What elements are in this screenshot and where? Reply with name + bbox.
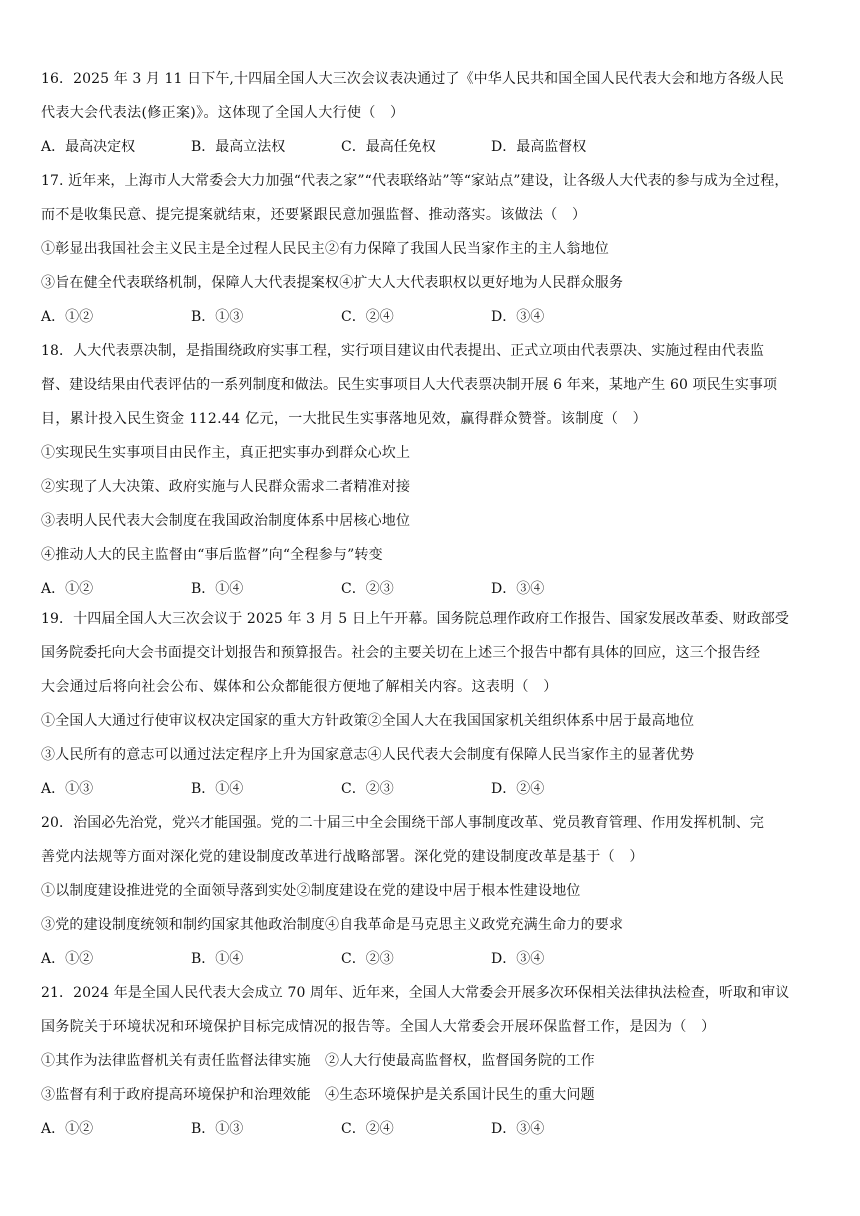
answer-options [41,572,823,606]
statement-line: ②实现了人大决策、政府实施与人民群众需求二者精准对接 [41,479,411,495]
answer-options [41,1112,823,1146]
question-stem-line: 代表大会代表法(修正案)》。这体现了全国人大行使（ ） [41,105,405,121]
answer-options [41,942,823,976]
question-21 [41,976,823,1146]
option-b[interactable]: B．①④ [191,581,244,597]
question-19 [41,602,823,806]
option-b[interactable]: B．①③ [191,309,244,325]
statement-line: ③表明人民代表大会制度在我国政治制度体系中居核心地位 [41,513,411,529]
option-b[interactable]: B．①④ [191,781,244,797]
question-stem-line: 目，累计投入民生资金 112.44 亿元，一大批民生实事落地见效，赢得群众赞誉。该制度（ ） [41,411,647,427]
question-stem-line: 20．治国必先治党，党兴才能国强。党的二十届三中全会围绕干部人事制度改革、党员教育管理、作用发挥机制、完 [41,815,765,831]
option-b[interactable]: B．最高立法权 [191,139,286,155]
question-stem-line: 国务院委托向大会书面提交计划报告和预算报告。社会的主要关切在上述三个报告中都有具体的回应，这三个报告经 [41,645,761,661]
statement-line: ④推动人大的民主监督由“事后监督”向“全程参与”转变 [41,547,383,563]
statement-line: ①其作为法律监督机关有责任监督法律实施 ②人大行使最高监督权，监督国务院的工作 [41,1053,595,1069]
question-stem-line: 21．2024 年是全国人民代表大会成立 70 周年、近年来，全国人大常委会开展多次环保相关法律执法检查，听取和审议 [41,985,790,1001]
question-stem-line: 而不是收集民意、提完提案就结束，还要紧跟民意加强监督、推动落实。该做法（ ） [41,207,587,223]
statement-line: ③党的建设制度统领和制约国家其他政治制度④自我革命是马克思主义政党充满生命力的要求 [41,917,624,933]
option-c[interactable]: C．②④ [341,1121,394,1137]
question-stem-line: 16．2025 年 3 月 11 日下午,十四届全国人大三次会议表决通过了《中华人民共和国全国人民代表大会和地方各级人民 [41,71,784,87]
option-d[interactable]: D．③④ [491,951,545,967]
statement-line: ①彰显出我国社会主义民主是全过程人民民主②有力保障了我国人民当家作主的主人翁地位 [41,241,609,257]
option-d[interactable]: D．③④ [491,581,545,597]
statement-line: ③人民所有的意志可以通过法定程序上升为国家意志④人民代表大会制度有保障人民当家作主的显著优势 [41,747,695,763]
statement-line: ①实现民生实事项目由民作主，真正把实事办到群众心坎上 [41,445,411,461]
answer-options [41,772,823,806]
statement-line: ①以制度建设推进党的全面领导落到实处②制度建设在党的建设中居于根本性建设地位 [41,883,581,899]
option-a[interactable]: A．①② [41,951,94,967]
option-a[interactable]: A．最高决定权 [41,139,136,155]
option-b[interactable]: B．①③ [191,1121,244,1137]
option-d[interactable]: D．最高监督权 [491,139,587,155]
option-c[interactable]: C．②③ [341,951,394,967]
question-stem-line: 18．人大代表票决制，是指围绕政府实事工程，实行项目建议由代表提出、正式立项由代表票决、实施过程由代表监 [41,343,765,359]
option-d[interactable]: D．②④ [491,781,545,797]
answer-options [41,130,823,164]
statement-line: ③监督有利于政府提高环境保护和治理效能 ④生态环境保护是关系国计民生的重大问题 [41,1087,595,1103]
question-stem-line: 国务院关于环境状况和环境保护目标完成情况的报告等。全国人大常委会开展环保监督工作，是因为（ ） [41,1019,716,1035]
option-a[interactable]: A．①③ [41,781,94,797]
question-20 [41,806,823,976]
option-c[interactable]: C．②④ [341,309,394,325]
option-b[interactable]: B．①④ [191,951,244,967]
option-d[interactable]: D．③④ [491,1121,545,1137]
option-c[interactable]: C．②③ [341,781,394,797]
statement-line: ①全国人大通过行使审议权决定国家的重大方针政策②全国人大在我国国家机关组织体系中居于最高地位 [41,713,695,729]
question-stem-line: 大会通过后将向社会公布、媒体和公众都能很方便地了解相关内容。这表明（ ） [41,679,558,695]
question-stem-line: 善党内法规等方面对深化党的建设制度改革进行战略部署。深化党的建设制度改革是基于（ ） [41,849,644,865]
option-a[interactable]: A．①② [41,309,94,325]
option-a[interactable]: A．①② [41,581,94,597]
question-stem-line: 19．十四届全国人大三次会议于 2025 年 3 月 5 日上午开幕。国务院总理作政府工作报告、国家发展改革委、财政部受 [41,611,789,627]
question-stem-line: 督、建设结果由代表评估的一系列制度和做法。民生实事项目人大代表票决制开展 6 年来，某地产生 60 项民生实事项 [41,377,778,393]
option-c[interactable]: C．②③ [341,581,394,597]
statement-line: ③旨在健全代表联络机制，保障人大代表提案权④扩大人大代表职权以更好地为人民群众服务 [41,275,624,291]
question-17 [41,164,823,334]
answer-options [41,300,823,334]
option-d[interactable]: D．③④ [491,309,545,325]
option-a[interactable]: A．①② [41,1121,94,1137]
question-18 [41,334,823,606]
option-c[interactable]: C．最高任免权 [341,139,436,155]
question-stem-line: 17. 近年来，上海市人大常委会大力加强“代表之家”“代表联络站”等“家站点”建设，让各级人大代表的参与成为全过程， [41,173,789,189]
question-16 [41,62,823,164]
